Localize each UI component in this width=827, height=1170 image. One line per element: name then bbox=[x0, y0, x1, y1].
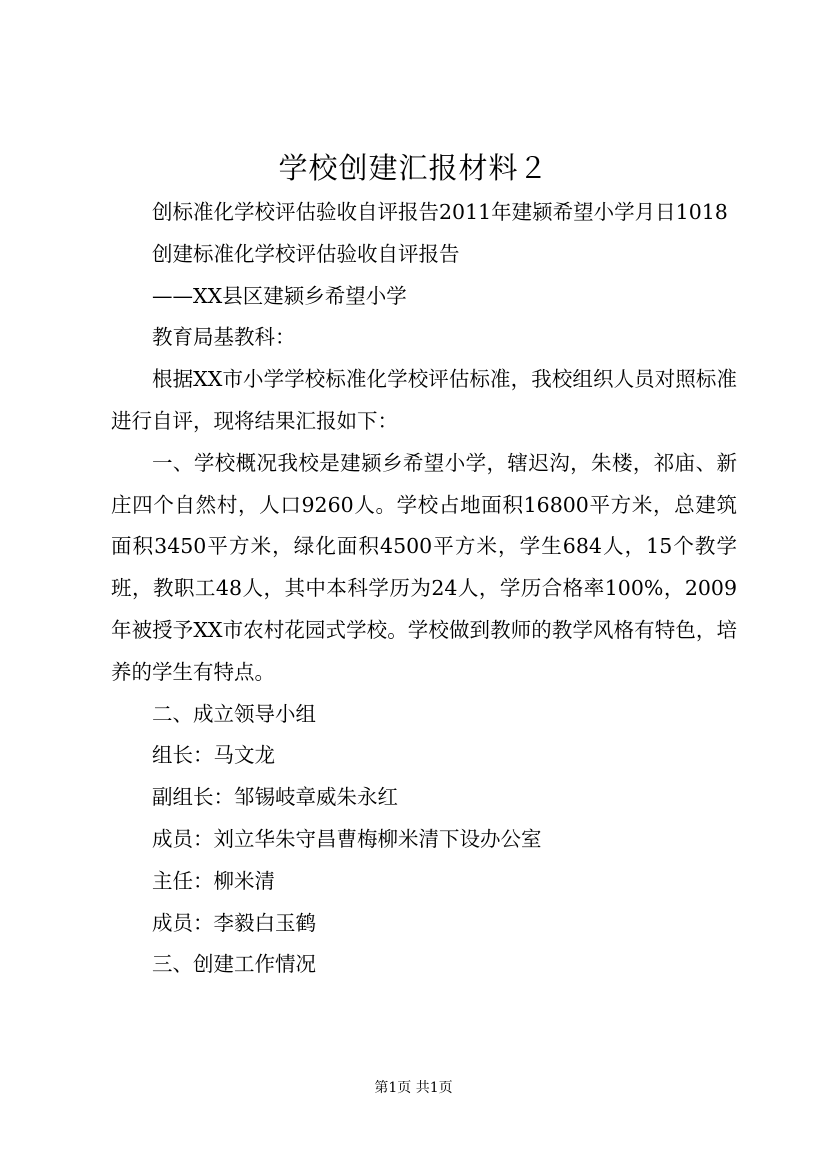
paragraph-section-work: 三、创建工作情况 bbox=[152, 952, 316, 977]
document-title: 学校创建汇报材料２ bbox=[278, 151, 549, 185]
paragraph-director: 主任：柳米清 bbox=[152, 868, 275, 893]
paragraph-office-members: 成员：李毅白玉鹤 bbox=[152, 910, 316, 935]
paragraph-school-name: ——XX县区建颍乡希望小学 bbox=[152, 283, 407, 308]
paragraph-section-leadership: 二、成立领导小组 bbox=[152, 701, 316, 726]
paragraph-intro: 根据XX市小学学校标准化学校评估标准，我校组织人员对照标准进行自评，现将结果汇报如下： bbox=[111, 367, 737, 433]
paragraph-report-title: 创建标准化学校评估验收自评报告 bbox=[152, 241, 460, 266]
paragraph-report-heading: 创标准化学校评估验收自评报告2011年建颍希望小学月日1018 bbox=[152, 200, 728, 224]
paragraph-members: 成员：刘立华朱守昌曹梅柳米清下设办公室 bbox=[152, 826, 542, 851]
paragraph-deputy-leaders: 副组长：邹锡岐章威朱永红 bbox=[152, 785, 398, 810]
paragraph-recipient: 教育局基教科： bbox=[152, 325, 296, 350]
page-number-footer: 第1页 共1页 bbox=[374, 1080, 453, 1096]
document-body bbox=[111, 192, 737, 986]
paragraph-school-overview: 一、学校概况我校是建颍乡希望小学，辖迟沟，朱楼，祁庙、新庄四个自然村，人口9260人。学校占地面积16800平方米，总建筑面积3450平方米，绿化面积4500平方米，学生684人，15个教学班，教职工48人，其中本科学历为24人，学历合格率100%，2009年被授予XX市农村花园式学校。学校做到教师的教学风格有特色，培养的学生有特点。 bbox=[111, 450, 737, 684]
paragraph-leader: 组长：马文龙 bbox=[152, 743, 275, 768]
